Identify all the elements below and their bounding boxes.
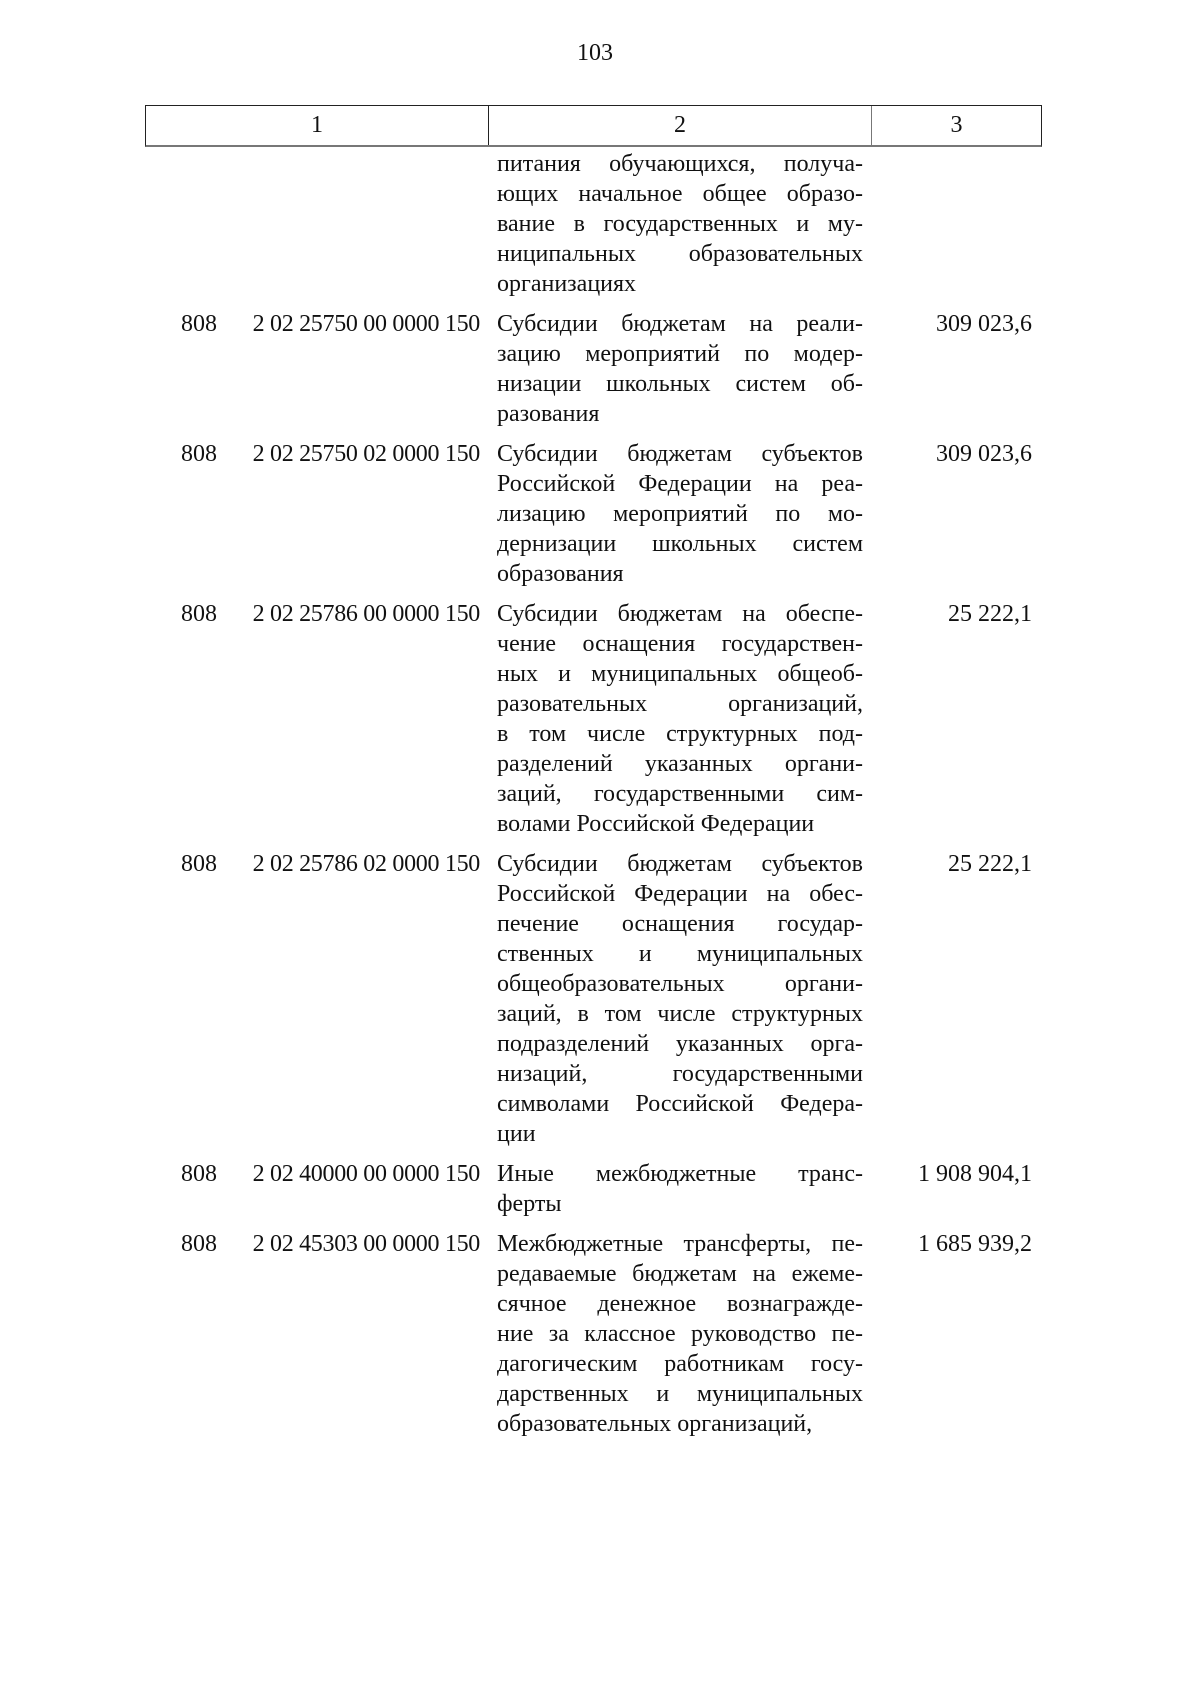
header-col-1: 1 (146, 106, 489, 145)
desc-line: низации школьных систем об- (497, 371, 863, 397)
admin-code: 808 (181, 601, 217, 627)
budget-code: 2 02 25750 02 0000 150 (252, 441, 480, 467)
desc-line: Российской Федерации на реа- (497, 471, 863, 497)
desc-line: зацию мероприятий по модер- (497, 341, 863, 367)
desc-line: дернизации школьных систем (497, 531, 863, 557)
desc-line: Российской Федерации на обес- (497, 881, 863, 907)
desc-line: дарственных и муниципальных (497, 1381, 863, 1407)
budget-code (217, 149, 488, 299)
amount: 25 222,1 (948, 601, 1032, 627)
desc-line: ферты (497, 1191, 562, 1217)
desc-line: разовательных организаций, (497, 691, 863, 717)
desc-line: заций, в том числе структурных (497, 1001, 863, 1027)
desc-line: Иные межбюджетные транс- (497, 1161, 863, 1187)
desc-line: вание в государственных и му- (497, 211, 863, 237)
budget-code: 2 02 25786 00 0000 150 (252, 601, 480, 627)
desc-line: лизацию мероприятий по мо- (497, 501, 863, 527)
desc-line: в том числе структурных под- (497, 721, 863, 747)
desc-line: разделений указанных органи- (497, 751, 863, 777)
budget-code: 2 02 25750 00 0000 150 (252, 311, 480, 337)
item-description (497, 149, 863, 299)
item-description (497, 439, 863, 589)
header-col-2: 2 (489, 106, 872, 145)
desc-line: разования (497, 401, 600, 427)
desc-line: ции (497, 1121, 536, 1147)
desc-line: общеобразовательных органи- (497, 971, 863, 997)
admin-code: 808 (181, 1231, 217, 1257)
item-description (497, 1229, 863, 1439)
amount (863, 149, 1042, 299)
table-row (145, 1229, 1042, 1439)
admin-code: 808 (181, 441, 217, 467)
desc-line: ниципальных образовательных (497, 241, 863, 267)
desc-line: ных и муниципальных общеоб- (497, 661, 863, 687)
admin-code: 808 (181, 311, 217, 337)
amount: 309 023,6 (936, 441, 1032, 467)
budget-code: 2 02 40000 00 0000 150 (252, 1161, 480, 1187)
desc-line: символами Российской Федера- (497, 1091, 863, 1117)
amount: 1 908 904,1 (918, 1161, 1032, 1187)
admin-code: 808 (181, 851, 217, 877)
table-header (145, 105, 1042, 147)
item-description (497, 1159, 863, 1219)
page-number: 103 (577, 40, 613, 66)
desc-line: образовательных организаций, (497, 1411, 813, 1437)
desc-line: заций, государственными сим- (497, 781, 863, 807)
desc-line: питания обучающихся, получа- (497, 151, 863, 177)
budget-code: 2 02 45303 00 0000 150 (252, 1231, 480, 1257)
desc-line: чение оснащения государствен- (497, 631, 863, 657)
desc-line: образования (497, 561, 624, 587)
desc-line: волами Российской Федерации (497, 811, 815, 837)
desc-line: Субсидии бюджетам на реали- (497, 311, 863, 337)
desc-line: Субсидии бюджетам субъектов (497, 851, 863, 877)
desc-line: Субсидии бюджетам субъектов (497, 441, 863, 467)
table-row (145, 599, 1042, 839)
desc-line: печение оснащения государ- (497, 911, 863, 937)
desc-line: Межбюджетные трансферты, пе- (497, 1231, 863, 1257)
desc-line: подразделений указанных орга- (497, 1031, 863, 1057)
amount: 309 023,6 (936, 311, 1032, 337)
header-col-3: 3 (950, 112, 963, 138)
table-row (145, 309, 1042, 429)
table-row-continuation (145, 149, 1042, 299)
admin-code: 808 (181, 1161, 217, 1187)
desc-line: ние за классное руководство пе- (497, 1321, 863, 1347)
desc-line: дагогическим работникам госу- (497, 1351, 863, 1377)
desc-line: организациях (497, 271, 637, 297)
desc-line: ющих начальное общее образо- (497, 181, 863, 207)
desc-line: редаваемые бюджетам на ежеме- (497, 1261, 863, 1287)
amount: 1 685 939,2 (918, 1231, 1032, 1257)
desc-line: сячное денежное вознагражде- (497, 1291, 863, 1317)
table-row (145, 849, 1042, 1149)
table-body (145, 149, 1042, 1449)
item-description (497, 309, 863, 429)
desc-line: Субсидии бюджетам на обеспе- (497, 601, 863, 627)
table-row (145, 1159, 1042, 1219)
table-row (145, 439, 1042, 589)
desc-line: ственных и муниципальных (497, 941, 863, 967)
admin-code (145, 149, 217, 299)
item-description (497, 849, 863, 1149)
budget-code: 2 02 25786 02 0000 150 (252, 851, 480, 877)
desc-line: низаций, государственными (497, 1061, 863, 1087)
item-description (497, 599, 863, 839)
amount: 25 222,1 (948, 851, 1032, 877)
